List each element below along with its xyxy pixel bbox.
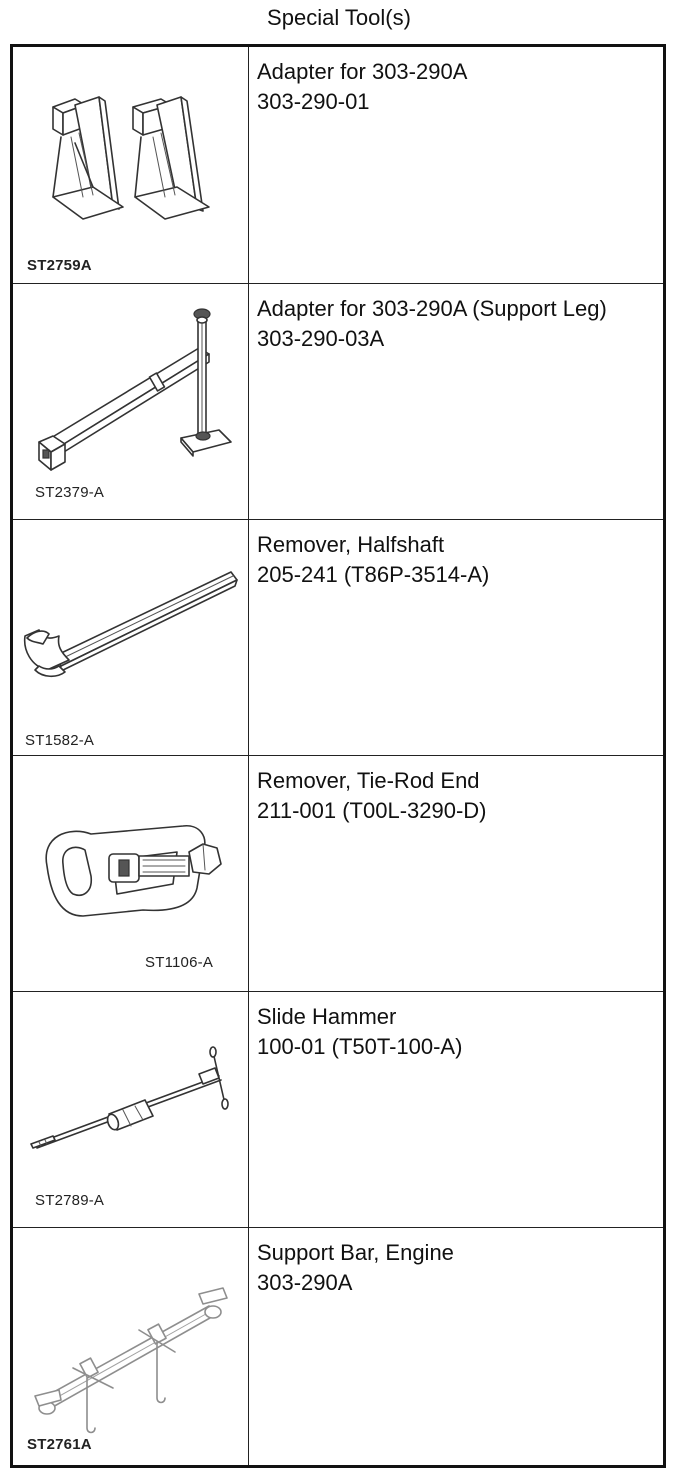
tool-number: 211-001 (T00L-3290-D): [257, 798, 487, 823]
tool-image-cell: [13, 1228, 249, 1465]
tool-number: 303-290-03A: [257, 326, 385, 351]
tool-row: [13, 519, 663, 755]
tool-image-cell: [13, 520, 249, 755]
tool-number: 303-290-01: [257, 89, 370, 114]
halfshaft-remover-icon: [13, 520, 247, 756]
figure-code: ST1582-A: [25, 732, 95, 749]
tool-number: 100-01 (T50T-100-A): [257, 1034, 463, 1059]
tool-image-cell: [13, 47, 249, 283]
tool-image-cell: [13, 284, 249, 519]
tool-name: Adapter for 303-290A (Support Leg): [257, 296, 607, 321]
tool-name: Support Bar, Engine: [257, 1240, 454, 1265]
tool-row: [13, 283, 663, 519]
tool-name: Adapter for 303-290A: [257, 59, 468, 84]
tool-row: [13, 755, 663, 991]
figure-code: ST2761A: [27, 1436, 92, 1453]
special-tools-table: [10, 44, 666, 1468]
tool-number: 205-241 (T86P-3514-A): [257, 562, 490, 587]
tool-text-cell: [257, 1238, 661, 1298]
figure-code: ST2379-A: [35, 484, 105, 501]
tool-image-cell: [13, 756, 249, 991]
tool-number: 303-290A: [257, 1270, 353, 1295]
tool-text-cell: [257, 766, 661, 826]
tool-image-cell: [13, 992, 249, 1227]
tool-row: [13, 47, 663, 283]
tool-text-cell: [257, 57, 661, 117]
tool-text-cell: [257, 294, 661, 354]
tool-text-cell: [257, 1002, 661, 1062]
tool-name: Slide Hammer: [257, 1004, 397, 1029]
tool-text-cell: [257, 530, 661, 590]
adapter-brackets-icon: [13, 47, 247, 283]
engine-support-bar-icon: [13, 1228, 247, 1466]
tool-row: [13, 991, 663, 1227]
tool-name: Remover, Halfshaft: [257, 532, 445, 557]
figure-code: ST1106-A: [145, 954, 214, 971]
figure-code: ST2789-A: [35, 1192, 105, 1209]
figure-code: ST2759A: [27, 257, 92, 274]
tool-row: [13, 1227, 663, 1465]
tool-name: Remover, Tie-Rod End: [257, 768, 480, 793]
page-title: Special Tool(s): [267, 5, 411, 30]
